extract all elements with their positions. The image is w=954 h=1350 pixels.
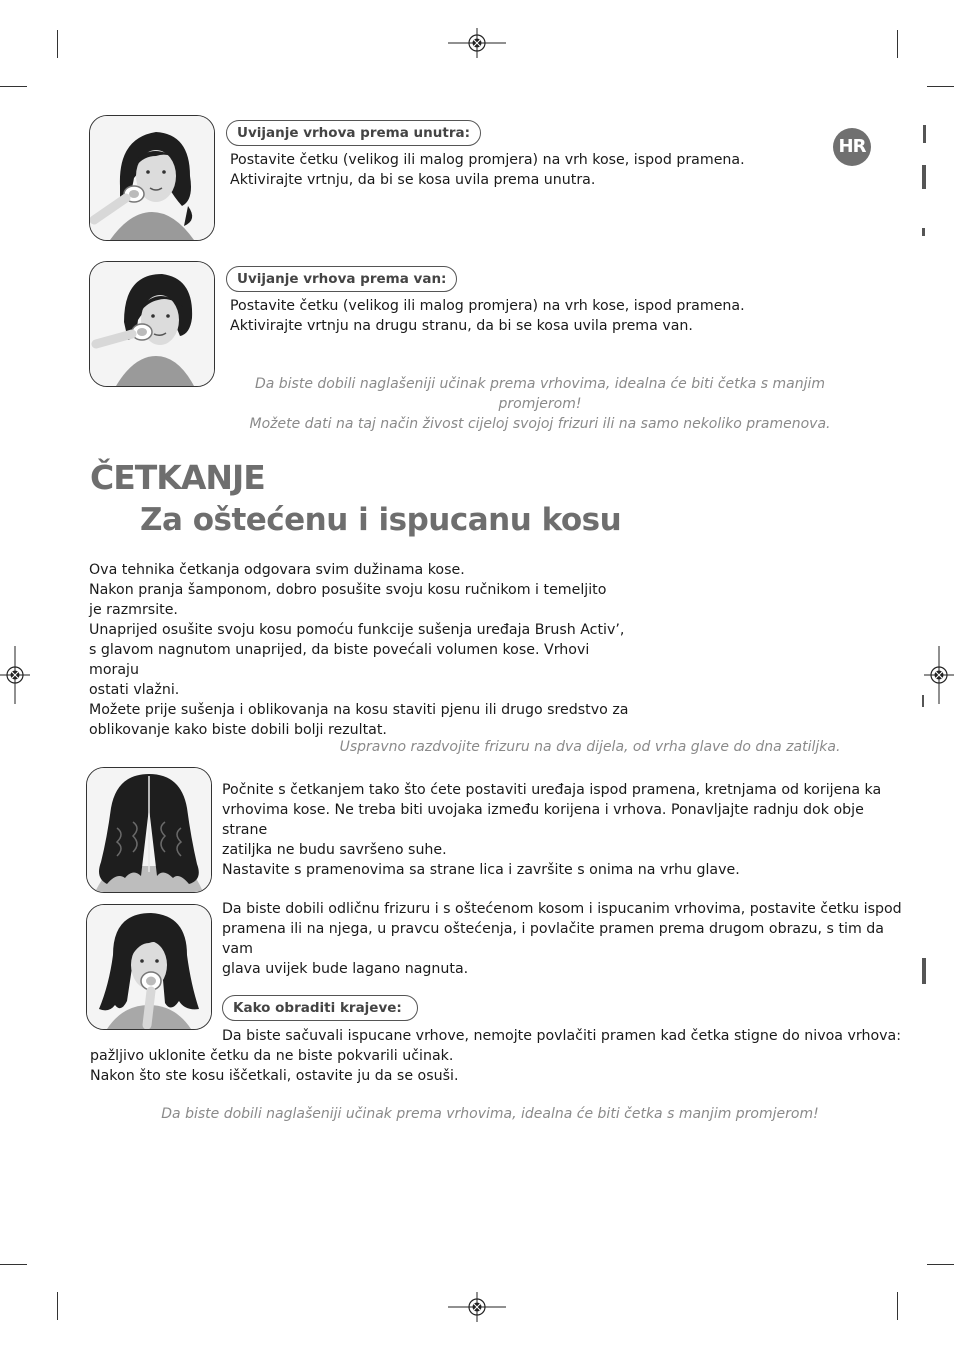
bleed-fragment <box>922 228 925 236</box>
crop-mark <box>0 1264 27 1265</box>
registration-mark-right <box>924 646 954 704</box>
crop-mark <box>57 30 58 58</box>
bleed-fragment <box>922 958 926 984</box>
crop-mark <box>0 86 27 87</box>
text-line: vrhovima kose. Ne treba biti uvojaka između korijena i vrhova. Ponavljajte radnju dok obje strane <box>222 802 864 838</box>
crop-mark <box>927 86 954 87</box>
illustration-curl-in <box>89 115 215 241</box>
text-line: je razmrsite. <box>89 602 178 618</box>
illustration-brushing-ends <box>86 904 212 1030</box>
text-line: Nakon pranja šamponom, dobro posušite svoju kosu ručnikom i temeljito <box>89 582 607 598</box>
crop-mark <box>897 1292 898 1320</box>
text-line: pramena ili na njega, u pravcu oštećenja, i povlačite pramen prema drugom obrazu, s tim da vam <box>222 921 884 957</box>
language-badge: HR <box>833 128 871 166</box>
step-1-text <box>222 780 912 880</box>
step-2-text <box>222 899 912 979</box>
text-line: Ova tehnika četkanja odgovara svim dužinama kose. <box>89 562 465 578</box>
bleed-fragment <box>923 125 926 143</box>
text-line: Počnite s četkanjem tako što ćete postaviti uređaja ispod pramena, kretnjama od korijena ka <box>222 782 882 798</box>
section-label-curl-in: Uvijanje vrhova prema unutra: <box>226 120 481 146</box>
text-line: Postavite četku (velikog ili malog promjera) na vrh kose, ispod pramena. <box>230 298 745 314</box>
crop-mark <box>897 30 898 58</box>
curl-out-text <box>230 296 830 336</box>
text-line: ostati vlažni. <box>89 682 180 698</box>
registration-mark-bottom <box>448 1292 506 1322</box>
registration-mark-top <box>448 28 506 58</box>
crop-mark <box>927 1264 954 1265</box>
text-line: Nakon što ste kosu iščetkali, ostavite ju da se osuši. <box>90 1068 459 1084</box>
text-line: Da biste dobili odličnu frizuru i s oštećenom kosom i ispucanim vrhovima, postavite četku ispod <box>222 901 902 917</box>
registration-mark-left <box>0 646 30 704</box>
tip-note-2: Uspravno razdvojite frizuru na dva dijela, od vrha glave do dna zatiljka. <box>339 739 841 755</box>
note-line: Možete dati na taj način živost cijeloj svojoj frizuri ili na samo nekoliko pramenova. <box>249 416 831 432</box>
illustration-curl-out <box>89 261 215 387</box>
text-line: Unaprijed osušite svoju kosu pomoću funkcije sušenja uređaja Brush Activ’, <box>89 622 625 638</box>
ends-text-line-1: Da biste sačuvali ispucane vrhove, nemojte povlačiti pramen kad četka stigne do nivoa vrhova: <box>222 1028 902 1044</box>
bleed-fragment <box>922 165 926 189</box>
text-line: s glavom nagnutom unaprijed, da biste povećali volumen kose. Vrhovi moraju <box>89 642 590 678</box>
text-line: Aktivirajte vrtnju na drugu stranu, da bi se kosa uvila prema van. <box>230 318 693 334</box>
tip-note-1 <box>225 374 855 434</box>
text-line: Nastavite s pramenovima sa strane lica i završite s onima na vrhu glave. <box>222 862 740 878</box>
text-line: glava uvijek bude lagano nagnuta. <box>222 961 469 977</box>
section-label-curl-out: Uvijanje vrhova prema van: <box>226 266 457 292</box>
text-line: oblikovanje kako biste dobili bolji rezultat. <box>89 722 387 738</box>
illustration-parting <box>86 767 212 893</box>
intro-paragraph <box>89 560 629 740</box>
text-line: Aktivirajte vrtnju, da bi se kosa uvila prema unutra. <box>230 172 596 188</box>
crop-mark <box>57 1292 58 1320</box>
section-title: ČETKANJE <box>90 458 265 497</box>
bleed-fragment <box>922 695 924 707</box>
section-subtitle: Za oštećenu i ispucanu kosu <box>140 502 622 538</box>
ends-text-rest <box>90 1046 890 1086</box>
text-line: Postavite četku (velikog ili malog promjera) na vrh kose, ispod pramena. <box>230 152 745 168</box>
curl-in-text <box>230 150 830 190</box>
note-line: Da biste dobili naglašeniji učinak prema vrhovima, idealna će biti četka s manjim promjerom! <box>254 376 826 412</box>
text-line: pažljivo uklonite četku da ne biste pokvarili učinak. <box>90 1048 454 1064</box>
text-line: zatiljka ne budu savršeno suhe. <box>222 842 447 858</box>
tip-note-3: Da biste dobili naglašeniji učinak prema vrhovima, idealna će biti četka s manjim promjerom! <box>161 1106 819 1122</box>
text-line: Možete prije sušenja i oblikovanja na kosu staviti pjenu ili drugo sredstvo za <box>89 702 629 718</box>
section-label-ends: Kako obraditi krajeve: <box>222 995 418 1021</box>
